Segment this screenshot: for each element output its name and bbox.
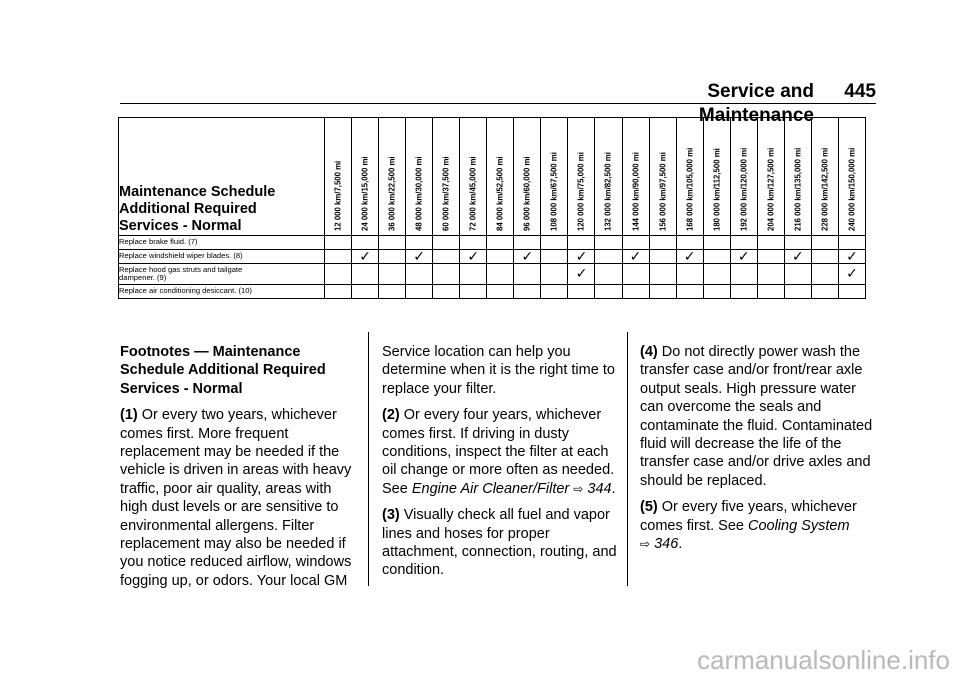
interval-header bbox=[487, 118, 514, 236]
empty-cell bbox=[433, 264, 460, 285]
empty-cell bbox=[379, 285, 406, 299]
footnote-5-number: (5) bbox=[640, 499, 658, 516]
interval-header bbox=[703, 118, 730, 236]
empty-cell bbox=[325, 285, 352, 299]
interval-label: 108 000 km/67,500 mi bbox=[549, 152, 559, 231]
footnote-3-text: Visually check all fuel and vapor lines and hoses for proper attachment, connection, routing, and condition. bbox=[382, 507, 617, 579]
footnote-5-text: Or every five years, whichever comes first. See bbox=[640, 499, 857, 534]
empty-cell bbox=[379, 250, 406, 264]
empty-cell bbox=[811, 285, 838, 299]
empty-cell bbox=[838, 236, 865, 250]
interval-header bbox=[352, 118, 379, 236]
page-number: 445 bbox=[844, 81, 876, 102]
empty-cell bbox=[622, 285, 649, 299]
interval-label: 156 000 km/97,500 mi bbox=[658, 152, 668, 231]
interval-label: 36 000 km/22,500 mi bbox=[387, 156, 397, 231]
empty-cell bbox=[352, 264, 379, 285]
interval-header bbox=[460, 118, 487, 236]
interval-header bbox=[622, 118, 649, 236]
check-mark-icon: ✓ bbox=[352, 250, 379, 264]
interval-label: 144 000 km/90,000 mi bbox=[631, 152, 641, 231]
empty-cell bbox=[325, 250, 352, 264]
empty-cell bbox=[811, 236, 838, 250]
check-mark-icon: ✓ bbox=[460, 250, 487, 264]
empty-cell bbox=[541, 236, 568, 250]
empty-cell bbox=[541, 250, 568, 264]
interval-header bbox=[811, 118, 838, 236]
footnote-5-page-link[interactable]: 346 bbox=[654, 536, 679, 553]
interval-header bbox=[730, 118, 757, 236]
empty-cell bbox=[568, 285, 595, 299]
empty-cell bbox=[703, 250, 730, 264]
footnote-5-reference-link[interactable]: Cooling System bbox=[747, 517, 850, 534]
check-mark-icon: ✓ bbox=[568, 264, 595, 285]
interval-header bbox=[676, 118, 703, 236]
maintenance-schedule-table bbox=[118, 117, 866, 299]
footnote-2-reference-link[interactable]: Engine Air Cleaner/Filter bbox=[411, 480, 570, 497]
interval-label: 24 000 km/15,000 mi bbox=[360, 156, 370, 231]
footnote-5-end: . bbox=[678, 536, 683, 553]
interval-header bbox=[757, 118, 784, 236]
interval-label: 48 000 km/30,000 mi bbox=[414, 156, 424, 231]
empty-cell bbox=[595, 264, 622, 285]
table-heading-line-1: Maintenance Schedule bbox=[119, 184, 276, 200]
empty-cell bbox=[514, 285, 541, 299]
empty-cell bbox=[379, 236, 406, 250]
table-heading-line-2: Additional Required bbox=[119, 201, 257, 217]
interval-header bbox=[433, 118, 460, 236]
interval-label: 132 000 km/82,500 mi bbox=[603, 152, 613, 231]
interval-header bbox=[838, 118, 865, 236]
empty-cell bbox=[460, 264, 487, 285]
empty-cell bbox=[703, 264, 730, 285]
interval-header bbox=[325, 118, 352, 236]
empty-cell bbox=[757, 264, 784, 285]
interval-label: 228 000 km/142,500 mi bbox=[820, 147, 830, 231]
empty-cell bbox=[487, 285, 514, 299]
empty-cell bbox=[649, 250, 676, 264]
service-description bbox=[119, 264, 325, 285]
empty-cell bbox=[730, 264, 757, 285]
check-mark-icon: ✓ bbox=[784, 250, 811, 264]
empty-cell bbox=[541, 264, 568, 285]
table-row bbox=[119, 236, 866, 250]
empty-cell bbox=[487, 264, 514, 285]
table-row bbox=[119, 264, 866, 285]
interval-header bbox=[379, 118, 406, 236]
empty-cell bbox=[541, 285, 568, 299]
page-reference-arrow-icon: ⇨ bbox=[573, 481, 584, 496]
empty-cell bbox=[730, 236, 757, 250]
check-mark-icon: ✓ bbox=[676, 250, 703, 264]
interval-label: 12 000 km/7,500 mi bbox=[333, 160, 343, 231]
empty-cell bbox=[676, 236, 703, 250]
footnote-2-end: . bbox=[611, 480, 616, 497]
service-description: Replace brake fluid. (7) bbox=[119, 236, 325, 250]
interval-header bbox=[649, 118, 676, 236]
service-description-line: Replace hood gas struts and tailgate bbox=[119, 264, 243, 274]
interval-label: 120 000 km/75,000 mi bbox=[576, 152, 586, 231]
empty-cell bbox=[406, 285, 433, 299]
text-column-3 bbox=[640, 343, 880, 561]
empty-cell bbox=[649, 264, 676, 285]
footnote-1-number: (1) bbox=[120, 407, 138, 424]
empty-cell bbox=[568, 236, 595, 250]
empty-cell bbox=[622, 236, 649, 250]
check-mark-icon: ✓ bbox=[622, 250, 649, 264]
interval-label: 204 000 km/127,500 mi bbox=[766, 147, 776, 231]
interval-label: 216 000 km/135,000 mi bbox=[793, 147, 803, 231]
footnote-2-number: (2) bbox=[382, 407, 400, 424]
column-divider bbox=[368, 332, 369, 586]
page-reference-arrow-icon: ⇨ bbox=[640, 537, 651, 552]
empty-cell bbox=[622, 264, 649, 285]
empty-cell bbox=[460, 285, 487, 299]
interval-header bbox=[406, 118, 433, 236]
interval-label: 84 000 km/52,500 mi bbox=[495, 156, 505, 231]
empty-cell bbox=[811, 250, 838, 264]
empty-cell bbox=[487, 250, 514, 264]
empty-cell bbox=[433, 236, 460, 250]
column-divider bbox=[627, 332, 628, 586]
footnote-1 bbox=[120, 406, 358, 590]
table-row bbox=[119, 250, 866, 264]
header-divider bbox=[120, 103, 876, 104]
interval-header bbox=[784, 118, 811, 236]
empty-cell bbox=[784, 236, 811, 250]
empty-cell bbox=[730, 285, 757, 299]
empty-cell bbox=[514, 236, 541, 250]
footnote-4-text: Do not directly power wash the transfer case and/or front/rear axle output seals. High pressure water can overcome the seals and contaminate the fluid. Contaminated fluid will decrease the life of the transfer case and/or drive axles and should be replaced. bbox=[640, 344, 873, 489]
empty-cell bbox=[757, 236, 784, 250]
check-mark-icon: ✓ bbox=[568, 250, 595, 264]
footnote-1-continued: Service location can help you determine when it is the right time to replace your filter. bbox=[382, 344, 615, 397]
footnote-4-number: (4) bbox=[640, 344, 658, 360]
service-description: Replace air conditioning desiccant. (10) bbox=[119, 285, 325, 299]
interval-label: 168 000 km/105,000 mi bbox=[685, 147, 695, 231]
service-description: Replace windshield wiper blades. (8) bbox=[119, 250, 325, 264]
table-heading bbox=[119, 118, 325, 236]
interval-label: 180 000 km/112,500 mi bbox=[712, 148, 722, 231]
interval-label: 72 000 km/45,000 mi bbox=[468, 156, 478, 231]
empty-cell bbox=[595, 250, 622, 264]
empty-cell bbox=[703, 285, 730, 299]
footnote-5 bbox=[640, 498, 880, 553]
empty-cell bbox=[649, 236, 676, 250]
check-mark-icon: ✓ bbox=[838, 264, 865, 285]
service-description-line: dampener. (9) bbox=[119, 273, 167, 282]
empty-cell bbox=[676, 264, 703, 285]
table-header-row bbox=[119, 118, 866, 236]
check-mark-icon: ✓ bbox=[514, 250, 541, 264]
empty-cell bbox=[460, 236, 487, 250]
empty-cell bbox=[784, 285, 811, 299]
empty-cell bbox=[784, 264, 811, 285]
check-mark-icon: ✓ bbox=[730, 250, 757, 264]
table-row bbox=[119, 285, 866, 299]
empty-cell bbox=[433, 285, 460, 299]
empty-cell bbox=[595, 285, 622, 299]
watermark: carmanualsonline.info bbox=[697, 645, 950, 675]
check-mark-icon: ✓ bbox=[838, 250, 865, 264]
footnote-2 bbox=[382, 406, 618, 498]
empty-cell bbox=[325, 236, 352, 250]
footnote-2-text: Or every four years, whichever comes first. If driving in dusty conditions, inspect the filter at each oil change or more often as needed. See bbox=[382, 407, 615, 497]
empty-cell bbox=[595, 236, 622, 250]
empty-cell bbox=[325, 264, 352, 285]
empty-cell bbox=[649, 285, 676, 299]
footnote-1-text: Or every two years, whichever comes first. More frequent replacement may be needed if the vehicle is driven in areas with heavy traffic, poor air quality, areas with high dust levels or are sensitive to environmental allergens. Filter replacement may also be needed if you notice reduced airflow, windows fogging up, or odors. Your local GM bbox=[120, 407, 352, 589]
empty-cell bbox=[811, 264, 838, 285]
table-heading-line-3: Services - Normal bbox=[119, 218, 242, 234]
interval-label: 192 000 km/120,000 mi bbox=[739, 147, 749, 231]
footnote-4 bbox=[640, 343, 880, 490]
empty-cell bbox=[379, 264, 406, 285]
empty-cell bbox=[406, 264, 433, 285]
footnote-2-page-link[interactable]: 344 bbox=[587, 480, 612, 497]
footnote-3 bbox=[382, 506, 618, 580]
empty-cell bbox=[352, 285, 379, 299]
text-column-2 bbox=[382, 343, 618, 588]
interval-header bbox=[595, 118, 622, 236]
interval-header bbox=[514, 118, 541, 236]
interval-label: 96 000 km/60,000 mi bbox=[522, 156, 532, 231]
page-section-title: Service and Maintenance bbox=[698, 81, 814, 126]
empty-cell bbox=[838, 285, 865, 299]
empty-cell bbox=[406, 236, 433, 250]
empty-cell bbox=[757, 250, 784, 264]
empty-cell bbox=[676, 285, 703, 299]
empty-cell bbox=[487, 236, 514, 250]
text-column-1 bbox=[120, 343, 358, 598]
empty-cell bbox=[757, 285, 784, 299]
empty-cell bbox=[703, 236, 730, 250]
interval-label: 60 000 km/37,500 mi bbox=[441, 156, 451, 231]
empty-cell bbox=[352, 236, 379, 250]
empty-cell bbox=[514, 264, 541, 285]
footnote-3-number: (3) bbox=[382, 507, 400, 524]
interval-label: 240 000 km/150,000 mi bbox=[847, 147, 857, 231]
footnotes-title: Footnotes — Maintenance Schedule Additional Required Services - Normal bbox=[120, 344, 326, 397]
check-mark-icon: ✓ bbox=[406, 250, 433, 264]
interval-header bbox=[541, 118, 568, 236]
empty-cell bbox=[433, 250, 460, 264]
interval-header bbox=[568, 118, 595, 236]
